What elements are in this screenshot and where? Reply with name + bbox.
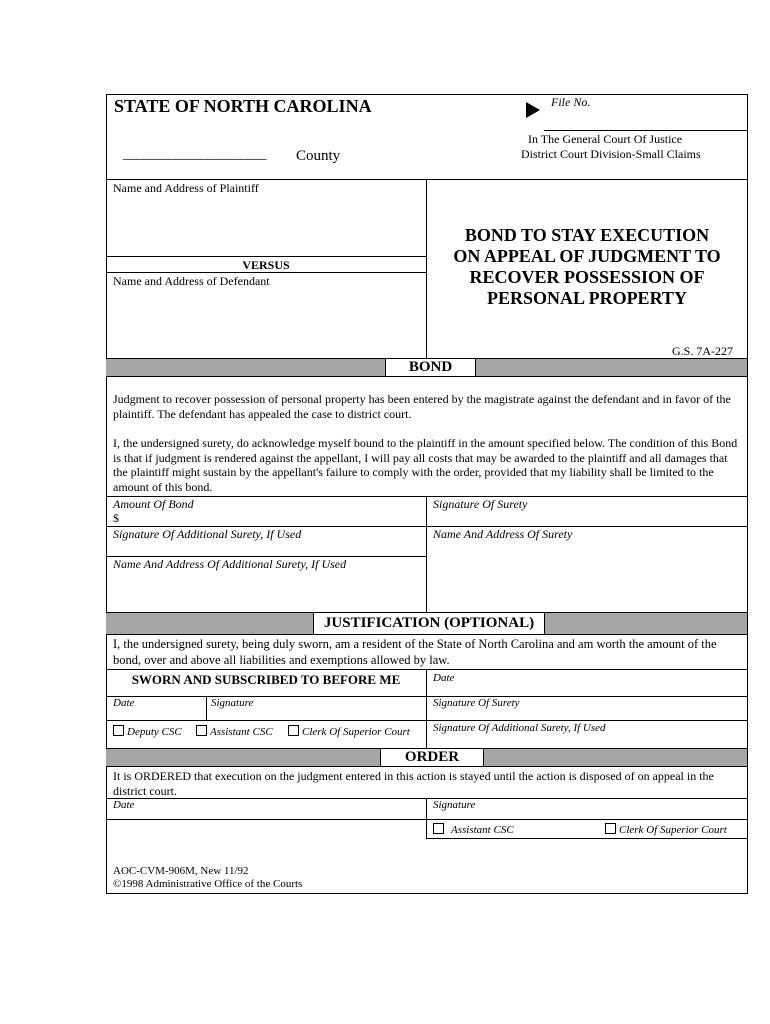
divider: [426, 669, 427, 748]
assistant-csc-option[interactable]: [196, 725, 273, 739]
checkbox-icon[interactable]: [288, 725, 299, 736]
deputy-csc-option[interactable]: [113, 725, 182, 739]
justification-signature-additional-label: Signature Of Additional Surety, If Used: [433, 722, 606, 734]
order-date-field[interactable]: [107, 812, 425, 819]
plaintiff-field[interactable]: [107, 197, 425, 255]
signature-additional-label: Signature Of Additional Surety, If Used: [113, 527, 302, 541]
divider: [106, 819, 747, 820]
justification-heading: JUSTIFICATION (OPTIONAL): [313, 612, 545, 635]
divider: [426, 838, 747, 839]
versus-label: VERSUS: [242, 258, 290, 272]
county-label: County: [296, 148, 341, 164]
state-heading: STATE OF NORTH CAROLINA: [114, 96, 372, 116]
bond-paragraph-2: I, the undersigned surety, do acknowledge myself bound to the plaintiff in the amount specified below. The condition of this Bond is that if judgment is rendered against the appellant, I will pay all costs that may be awarded to the plaintiff and all damages that the plaintiff might sustain by the appellant's failure to comply with the order, provided that my liability shall be limited to the amount of this bond.: [113, 436, 738, 494]
sworn-signature-label: Signature: [211, 697, 254, 709]
sworn-subscribed-label: SWORN AND SUBSCRIBED TO BEFORE ME: [131, 672, 401, 687]
name-address-surety-field[interactable]: [428, 542, 744, 610]
amount-of-bond-label: Amount Of Bond: [113, 497, 194, 511]
divider: [426, 798, 427, 838]
justification-date-field[interactable]: [428, 685, 744, 695]
court-line-2: District Court Division-Small Claims: [521, 147, 701, 161]
deputy-csc-label: Deputy CSC: [127, 726, 182, 738]
order-assistant-csc-label: Assistant CSC: [451, 824, 514, 836]
signature-additional-field[interactable]: [107, 542, 425, 555]
statute-ref: G.S. 7A-227: [672, 344, 734, 358]
divider: [106, 256, 426, 257]
order-paragraph: It is ORDERED that execution on the judgment entered in this action is stayed until the action is disposed of on appeal in the district court.: [113, 769, 714, 798]
divider: [106, 696, 747, 697]
divider: [106, 720, 747, 721]
justification-paragraph: I, the undersigned surety, being duly sworn, am a resident of the State of North Carolina and am worth the amount of the bond, over and above all liabilities and exemptions allowed by law.: [113, 637, 717, 667]
defendant-label: Name and Address of Defendant: [113, 274, 270, 288]
plaintiff-label: Name and Address of Plaintiff: [113, 181, 259, 195]
name-address-additional-label: Name And Address Of Additional Surety, If Used: [113, 557, 347, 571]
clerk-superior-option[interactable]: [288, 725, 410, 739]
divider: [206, 696, 207, 720]
order-signature-field[interactable]: [428, 812, 744, 819]
justification-date-label: Date: [433, 672, 455, 684]
name-address-surety-label: Name And Address Of Surety: [433, 527, 573, 541]
divider: [106, 272, 426, 273]
checkbox-icon[interactable]: [196, 725, 207, 736]
order-date-label: Date: [113, 799, 135, 811]
dollar-sign: $: [113, 511, 119, 525]
order-assistant-csc-option[interactable]: [433, 823, 514, 837]
copyright: ©1998 Administrative Office of the Courts: [113, 878, 303, 890]
bond-heading: BOND: [385, 358, 476, 377]
title-line-3: RECOVER POSSESSION OF: [469, 267, 705, 287]
clerk-superior-label: Clerk Of Superior Court: [302, 726, 410, 738]
bond-paragraph-1: Judgment to recover possession of personal property has been entered by the magistrate against the defendant and in favor of the plaintiff. The defendant has appealed the case to district court.: [113, 392, 731, 421]
county-blank[interactable]: ______________________: [123, 147, 266, 162]
file-no-label: File No.: [551, 95, 591, 109]
checkbox-icon[interactable]: [605, 823, 616, 834]
sworn-date-label: Date: [113, 697, 135, 709]
amount-of-bond-field[interactable]: [124, 511, 422, 525]
checkbox-icon[interactable]: [113, 725, 124, 736]
order-signature-label: Signature: [433, 799, 476, 811]
title-line-1: BOND TO STAY EXECUTION: [464, 225, 710, 245]
title-line-4: PERSONAL PROPERTY: [487, 288, 687, 308]
arrow-icon: [526, 102, 540, 118]
checkbox-icon[interactable]: [433, 823, 444, 834]
form-number: AOC-CVM-906M, New 11/92: [113, 865, 249, 877]
signature-surety-field[interactable]: [428, 512, 744, 525]
court-line-1: In The General Court Of Justice: [528, 132, 683, 146]
justification-signature-surety-label: Signature Of Surety: [433, 697, 520, 709]
order-clerk-superior-label: Clerk Of Superior Court: [619, 824, 727, 836]
order-clerk-superior-option[interactable]: [605, 823, 727, 837]
assistant-csc-label: Assistant CSC: [210, 726, 273, 738]
file-no-line: [544, 130, 747, 131]
form-title: [427, 225, 747, 309]
defendant-field[interactable]: [107, 290, 425, 356]
signature-surety-label: Signature Of Surety: [433, 497, 528, 511]
name-address-additional-field[interactable]: [107, 572, 425, 610]
title-line-2: ON APPEAL OF JUDGMENT TO: [453, 246, 721, 266]
order-heading: ORDER: [380, 748, 484, 767]
divider: [426, 496, 427, 612]
